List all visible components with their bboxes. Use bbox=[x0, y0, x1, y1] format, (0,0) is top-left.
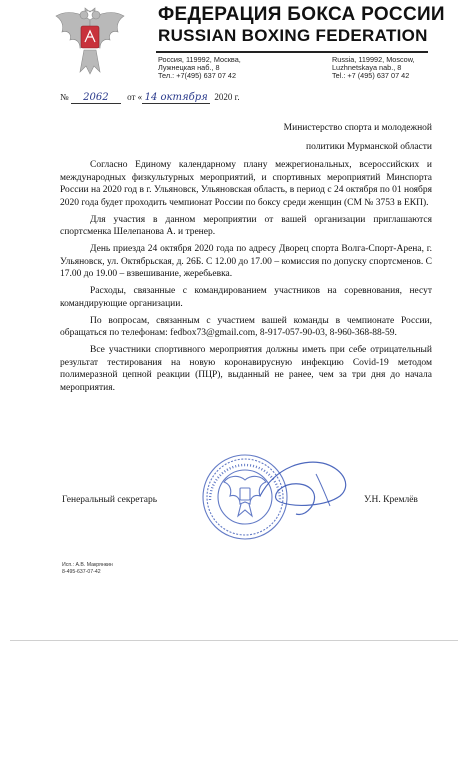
address-en-line: Luzhnetskaya nab., 8 bbox=[332, 63, 402, 72]
body-paragraph: День приезда 24 октября 2020 года по адресу Дворец спорта Волга-Спорт-Арена, г. Ульяновск, ул. Октябрьская, д. 26Б. С 12.00 до 17.00 – комиссия по допуску спортсменов. С 17.00 до 19.00 – взвешивание, жеребьевка. bbox=[60, 244, 432, 279]
federation-title-ru: ФЕДЕРАЦИЯ БОКСА РОССИИ bbox=[158, 4, 445, 25]
executor-note bbox=[62, 562, 113, 575]
header-divider bbox=[156, 51, 428, 53]
body-paragraph: Для участия в данном мероприятии от вашей организации приглашаются спортсменка Шелепанова А. и тренер. bbox=[60, 214, 432, 237]
recipient-line: Министерство спорта и молодежной bbox=[283, 123, 432, 133]
page-edge bbox=[10, 640, 458, 641]
executor-line: 8-495-637-07-42 bbox=[62, 568, 101, 575]
outgoing-number bbox=[60, 92, 240, 104]
address-en-line: Tel.: +7 (495) 637 07 42 bbox=[332, 71, 410, 80]
number-label: № bbox=[60, 92, 69, 102]
letter-number: 2062 bbox=[71, 92, 121, 104]
federation-emblem-icon bbox=[54, 6, 126, 76]
recipient-line: политики Мурманской области bbox=[306, 142, 432, 152]
handwritten-signature-icon bbox=[256, 456, 356, 518]
address-ru-line: Россия, 119992, Москва, bbox=[158, 55, 241, 64]
recipient-block bbox=[232, 119, 432, 157]
letter-year: 2020 г. bbox=[214, 92, 240, 102]
address-ru-line: Лужнецкая наб., 8 bbox=[158, 63, 220, 72]
federation-title-en: RUSSIAN BOXING FEDERATION bbox=[158, 26, 428, 45]
letter-date: 14 октября bbox=[142, 92, 210, 104]
executor-line: Исп.: А.В. Макрянкин bbox=[62, 562, 113, 568]
address-ru bbox=[158, 56, 241, 80]
body-paragraph: Согласно Единому календарному плану межрегиональных, всероссийских и международных физкультурных мероприятий, и спортивных мероприятий Минспорта России на 2020 год в г. Ульяновск, Ульяновская область, в период с 24 октября по 01 ноября 2020 года будет проходить чемпионат России по боксу среди женщин (СМ № 3753 в ЕКП). bbox=[60, 160, 432, 208]
address-en bbox=[332, 56, 415, 80]
address-ru-line: Тел.: +7(495) 637 07 42 bbox=[158, 71, 237, 80]
signatory-role: Генеральный секретарь bbox=[62, 495, 158, 505]
signatory-name: У.Н. Кремлёв bbox=[364, 495, 418, 505]
letter-body bbox=[60, 159, 432, 399]
body-paragraph: По вопросам, связанным с участием вашей команды в чемпионате России, обращаться по телефонам: fedbox73@gmail.com, 8-917-057-90-03, 8-960-368-88-59. bbox=[60, 315, 432, 338]
body-paragraph: Все участники спортивного мероприятия должны иметь при себе отрицательный результат тестирования на новую коронавирусную инфекцию Covid-19 методом полимеразной цепной реакции (ПЦР), выданный не ранее, чем за три дня до начала мероприятия. bbox=[60, 345, 432, 393]
date-from-label: от « bbox=[127, 92, 143, 102]
body-paragraph: Расходы, связанные с командированием участников на соревнования, несут командирующие организации. bbox=[60, 286, 432, 309]
address-en-line: Russia, 119992, Moscow, bbox=[332, 55, 415, 64]
